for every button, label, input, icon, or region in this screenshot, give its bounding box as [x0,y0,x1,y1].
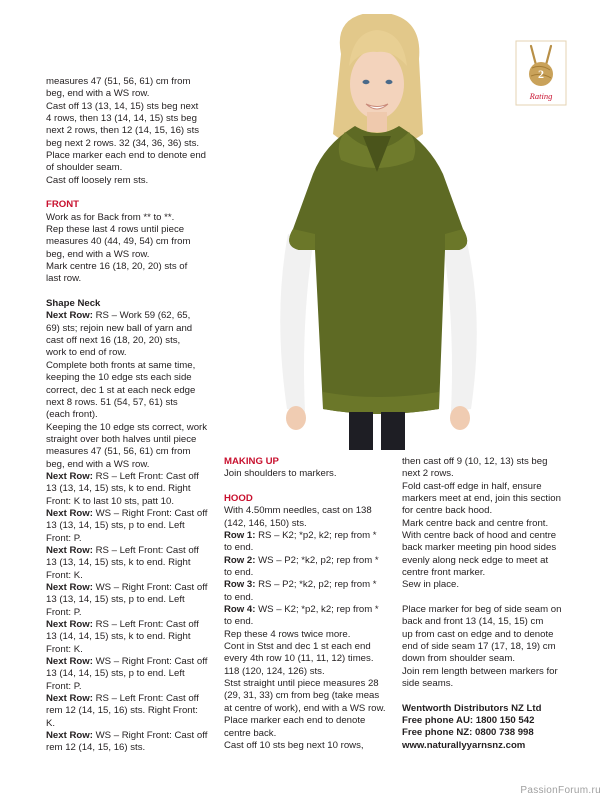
text-line [46,483,230,495]
rating-label: Rating [529,91,553,101]
text-line [46,718,230,730]
text-line [46,422,230,434]
row-text: RS – Left Front: Cast off [92,544,199,556]
text-line: beg, end with a WS row. [46,248,150,260]
row-text: WS – Right Front: Cast off [92,507,208,519]
row-text: WS – Right Front: Cast off [92,656,208,668]
row-text: Front: P. [46,532,82,544]
shape-neck-instructions [46,310,230,754]
text-line [46,347,230,359]
text-line [46,644,230,656]
row-text: (each front). [46,409,98,421]
back-continued-text [46,76,230,187]
neck [367,112,387,132]
text-line: beg next 2 rows. 32 (34, 36, 36) sts. [46,137,200,149]
row-label: Next Row: [46,507,93,519]
row-label: Row 1: [224,530,256,542]
text-line: back and front 13 (14, 15, 15) cm [402,616,544,628]
text-line [46,668,230,680]
row-text: to end. [224,616,254,628]
difficulty-rating-badge [515,40,567,106]
text-line [46,533,230,545]
row-label: Row 3: [224,579,256,591]
text-line [46,360,230,372]
row-label: Next Row: [46,470,93,482]
text-line: measures 40 (44, 49, 54) cm from [46,236,191,248]
making-up-heading: MAKING UP [224,456,279,467]
text-line: Cast off loosely rem sts. [46,174,149,186]
row-text: to end. [224,591,254,603]
row-text: RS – K2; *p2, k2; rep from * [255,530,377,542]
right-text-column [402,456,578,752]
row-text: at centre of work), end with a WS row. [224,702,386,714]
row-text: 13 (14, 14, 15) sts, k to end. Right [46,631,191,643]
row-text: rem 12 (14, 15, 16) sts. [46,742,146,754]
front-instructions [46,212,230,286]
contact-line: www.naturallyyarnsnz.com [402,739,526,751]
text-line [224,653,396,665]
row-text: Cont in Stst and dec 1 st each end [224,641,371,653]
poncho-body [289,126,467,414]
text-line [46,557,230,569]
text-line [224,728,396,740]
text-line [46,705,230,717]
text-line: Place marker for beg of side seam on [402,604,562,616]
text-line [224,666,396,678]
text-line [46,434,230,446]
row-label: Next Row: [46,544,93,556]
row-text: to end. [224,542,254,554]
text-line [46,310,230,322]
text-line [46,607,230,619]
text-line [46,508,230,520]
text-line [46,471,230,483]
row-label: Row 4: [224,604,256,616]
text-line [224,604,396,616]
hood-instructions [224,505,396,752]
row-label: Next Row: [46,693,93,705]
row-text: Front: P. [46,606,82,618]
row-text: keeping the 10 edge sts each side [46,372,192,384]
row-text: WS – K2; *p2, k2; rep from * [255,604,379,616]
row-text: centre back. [224,727,277,739]
text-line [46,570,230,582]
row-text: measures 47 (51, 56, 61) cm from [46,446,191,458]
row-text: correct, dec 1 st at each neck edge [46,384,196,396]
text-line [224,616,396,628]
text-line: next 2 rows, then 12 (14, 15, 16) sts [46,125,200,137]
text-line [46,397,230,409]
right-sleeve [443,234,477,412]
contact-line: Free phone NZ: 0800 738 998 [402,727,534,739]
row-label: Next Row: [46,656,93,668]
row-label: Next Row: [46,619,93,631]
row-text: Keeping the 10 edge sts correct, work [46,421,208,433]
row-text: Rep these 4 rows twice more. [224,628,351,640]
row-label: Row 2: [224,554,256,566]
text-line [46,335,230,347]
text-line: for centre back hood. [402,505,493,517]
row-text: cast off next 16 (18, 20, 20) sts, [46,335,181,347]
row-text: RS – P2; *k2, p2; rep from * [255,579,377,591]
row-text: Front: P. [46,680,82,692]
text-line [46,631,230,643]
text-line: markers meet at end, join this section [402,493,561,505]
row-text: rem 12 (14, 15, 16) sts. Right Front: [46,705,198,717]
left-hand [286,406,306,430]
text-line: Join shoulders to markers. [224,468,337,480]
left-eye [363,80,370,84]
text-line: Rep these last 4 rows until piece [46,224,185,236]
row-text: Complete both fronts at same time, [46,359,196,371]
text-line: centre front marker. [402,567,486,579]
row-text: Front: K. [46,643,83,655]
left-text-column [46,76,230,755]
text-line [46,446,230,458]
front-heading: FRONT [46,199,80,211]
middle-text-column [224,456,396,752]
text-line [46,372,230,384]
row-text: RS – Left Front: Cast off [92,693,199,705]
right-hand [450,406,470,430]
row-text: next 8 rows. 51 (54, 57, 61) sts [46,396,178,408]
left-leg [349,412,373,450]
hood-heading: HOOD [224,492,253,504]
contact-line: Wentworth Distributors NZ Ltd [402,702,542,714]
text-line [46,656,230,668]
row-text: K. [46,717,56,729]
text-line [46,730,230,742]
text-line [46,619,230,631]
text-line: down from shoulder seam. [402,653,516,665]
text-line [46,681,230,693]
text-line: last row. [46,273,82,285]
row-label: Next Row: [46,582,93,593]
text-line [46,496,230,508]
text-line [224,518,396,530]
text-line: Fold cast-off edge in half, ensure [402,480,542,492]
row-text: straight over both halves until piece [46,433,197,445]
text-line: beg, end with a WS row. [46,88,150,100]
row-text: RS – Left Front: Cast off [92,619,199,631]
text-line: With centre back of hood and centre [402,530,557,542]
text-line [224,629,396,641]
right-eye [386,80,393,84]
text-line: Join rem length between markers for [402,665,558,677]
rating-number: 2 [538,67,544,81]
text-line [224,690,396,702]
text-line [46,409,230,421]
right-leg [381,412,405,450]
row-text: (142, 146, 150) sts. [224,517,307,529]
row-text: 13 (13, 14, 15) sts, p to end. Left [46,520,185,532]
text-line [46,742,230,754]
text-line: Cast off 13 (13, 14, 15) sts beg next [46,100,199,112]
text-line [224,678,396,690]
text-line [224,505,396,517]
row-label: Next Row: [46,310,93,322]
row-text: 118 (120, 124, 126) sts. [224,665,325,677]
left-sleeve [280,234,313,412]
row-text: RS – Left Front: Cast off [92,470,199,482]
text-line [46,385,230,397]
text-line [46,594,230,606]
text-line [224,542,396,554]
distributor-contact [402,703,578,752]
watermark: PassionForum.ru [520,785,601,796]
text-line: Mark centre back and centre front. [402,517,549,529]
row-text: WS – Right Front: Cast off [92,730,208,742]
text-line: evenly along neck edge to meet at [402,554,549,566]
row-text: every 4th row 10 (11, 11, 12) times. [224,653,374,665]
row-text: to end. [224,567,254,579]
text-line: next 2 rows. [402,468,454,480]
contact-line: Free phone AU: 1800 150 542 [402,715,535,727]
row-text: WS – P2; *k2, p2; rep from * [255,554,379,566]
text-line [224,641,396,653]
text-line: measures 47 (51, 56, 61) cm from [46,76,191,87]
hood-finishing-instructions [402,456,578,592]
text-line: then cast off 9 (10, 12, 13) sts beg [402,456,548,467]
text-line [46,323,230,335]
text-line [46,459,230,471]
text-line [46,520,230,532]
text-line: side seams. [402,678,454,690]
row-text: 13 (14, 14, 15) sts, p to end. Left [46,668,185,680]
making-up-instructions [224,468,396,480]
text-line [224,555,396,567]
text-line: Place marker each end to denote end [46,150,207,162]
row-text: Front: K to last 10 sts, patt 10. [46,495,174,507]
text-line: Sew in place. [402,579,460,591]
text-line [224,592,396,604]
side-seam-instructions [402,604,578,690]
text-line: of shoulder seam. [46,162,123,174]
text-line [224,579,396,591]
row-text: 13 (13, 14, 15) sts, p to end. Left [46,594,185,606]
row-text: 69) sts; rejoin new ball of yarn and [46,322,193,334]
text-line [46,693,230,705]
text-line [46,582,230,594]
text-line: up from cast on edge and to denote [402,628,554,640]
text-line [224,530,396,542]
text-line: Work as for Back from ** to **. [46,211,175,223]
row-text: beg, end with a WS row. [46,458,150,470]
text-line: back marker meeting pin hood sides [402,542,557,554]
row-text: work to end of row. [46,347,127,359]
text-line [224,715,396,727]
text-line: Mark centre 16 (18, 20, 20) sts of [46,261,188,273]
row-text: Place marker each end to denote [224,715,366,727]
row-label: Next Row: [46,730,93,742]
poncho-model-photo [253,14,501,450]
text-line [224,740,396,752]
text-line [46,545,230,557]
shape-neck-heading: Shape Neck [46,298,101,310]
row-text: Front: K. [46,569,83,581]
row-text: RS – Work 59 (62, 65, [92,310,191,322]
row-text: 13 (13, 14, 15) sts, k to end. Right [46,557,191,569]
row-text: Stst straight until piece measures 28 [224,678,379,690]
row-text: WS – Right Front: Cast off [92,582,208,593]
row-text: Cast off 10 sts beg next 10 rows, [224,739,364,751]
row-text: (29, 31, 33) cm from beg (take meas [224,690,380,702]
text-line [224,567,396,579]
text-line: 4 rows, then 13 (14, 14, 15) sts beg [46,113,197,125]
text-line: end of side seam 17 (17, 18, 19) cm [402,641,556,653]
row-text: 13 (13, 14, 15) sts, k to end. Right [46,483,191,495]
row-text: With 4.50mm needles, cast on 138 [224,505,372,517]
text-line [224,703,396,715]
